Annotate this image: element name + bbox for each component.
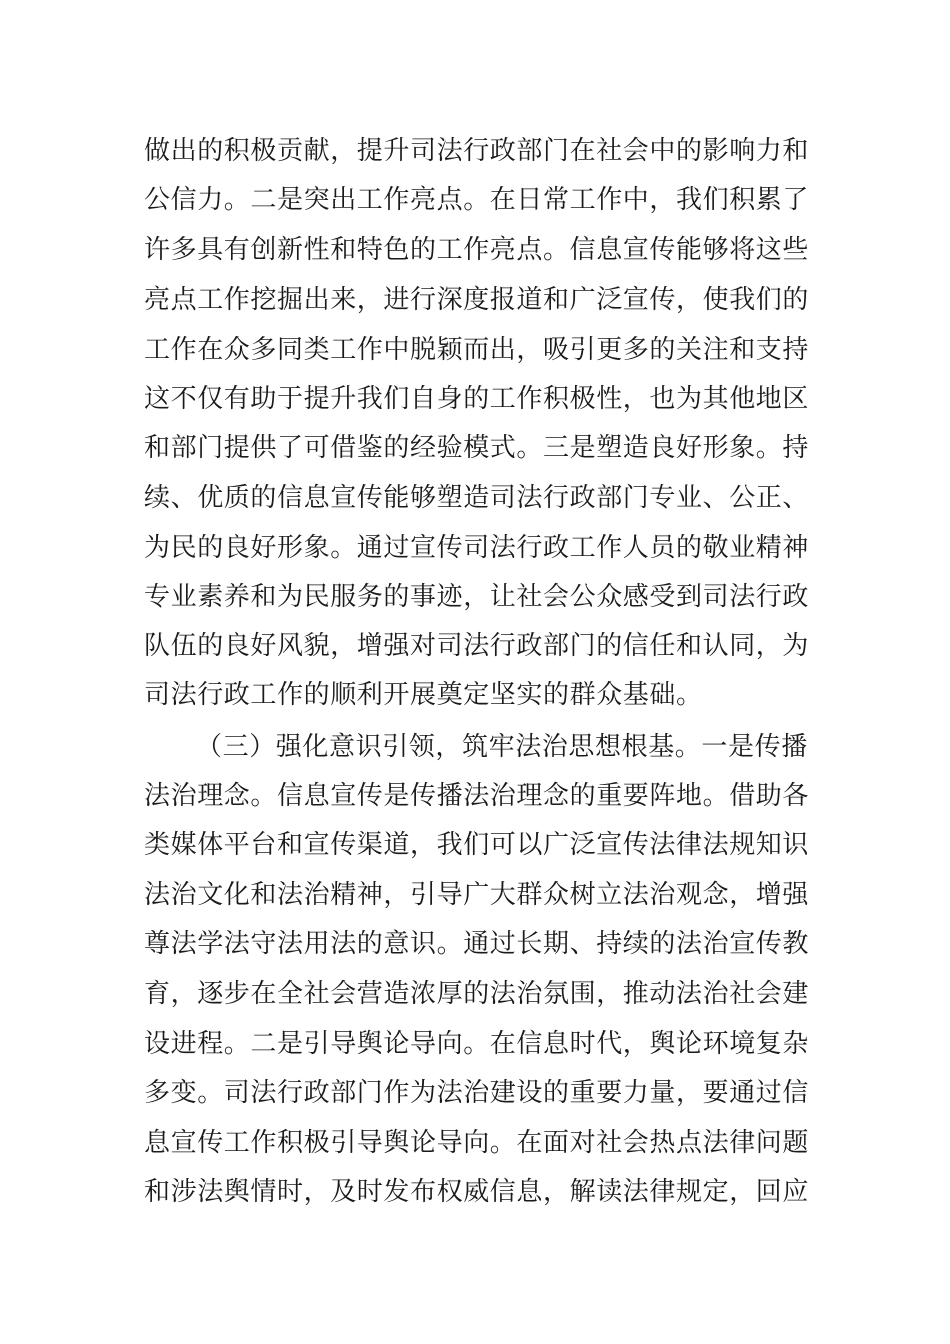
text-line: 和部门提供了可借鉴的经验模式。三是塑造良好形象。持 [144,433,810,463]
text-line: 许多具有创新性和特色的工作亮点。信息宣传能够将这些 [144,235,810,265]
text-line: 多变。司法行政部门作为法治建设的重要力量，要通过信 [144,1078,810,1108]
text-line: 息宣传工作积极引导舆论导向。在面对社会热点法律问题 [144,1128,810,1158]
text-line: 公信力。二是突出工作亮点。在日常工作中，我们积累了 [144,185,810,215]
text-line: 类媒体平台和宣传渠道，我们可以广泛宣传法律法规知识 [144,830,810,860]
section-heading-line: （三）强化意识引领，筑牢法治思想根基。一是传播 [196,732,808,762]
text-line: 工作在众多同类工作中脱颖而出，吸引更多的关注和支持 [144,335,810,365]
text-line: 专业素养和为民服务的事迹，让社会公众感受到司法行政 [144,582,810,612]
text-line: 队伍的良好风貌，增强对司法行政部门的信任和认同，为 [144,631,810,661]
text-line: 法治理念。信息宣传是传播法治理念的重要阵地。借助各 [144,781,810,811]
text-line: 做出的积极贡献，提升司法行政部门在社会中的影响力和 [144,136,810,166]
text-line: 为民的良好形象。通过宣传司法行政工作人员的敬业精神 [144,533,810,563]
text-line: 法治文化和法治精神，引导广大群众树立法治观念，增强 [144,880,810,910]
text-line: 和涉法舆情时，及时发布权威信息，解读法律规定，回应 [144,1177,810,1207]
text-line: 这不仅有助于提升我们自身的工作积极性，也为其他地区 [144,384,810,414]
text-line: 司法行政工作的顺利开展奠定坚实的群众基础。 [144,680,703,710]
text-line: 续、优质的信息宣传能够塑造司法行政部门专业、公正、 [144,483,810,513]
text-line: 设进程。二是引导舆论导向。在信息时代，舆论环境复杂 [144,1029,810,1059]
text-line: 育，逐步在全社会营造浓厚的法治氛围，推动法治社会建 [144,979,810,1009]
text-line: 亮点工作挖掘出来，进行深度报道和广泛宣传，使我们的 [144,285,810,315]
text-line: 尊法学法守法用法的意识。通过长期、持续的法治宣传教 [144,929,810,959]
